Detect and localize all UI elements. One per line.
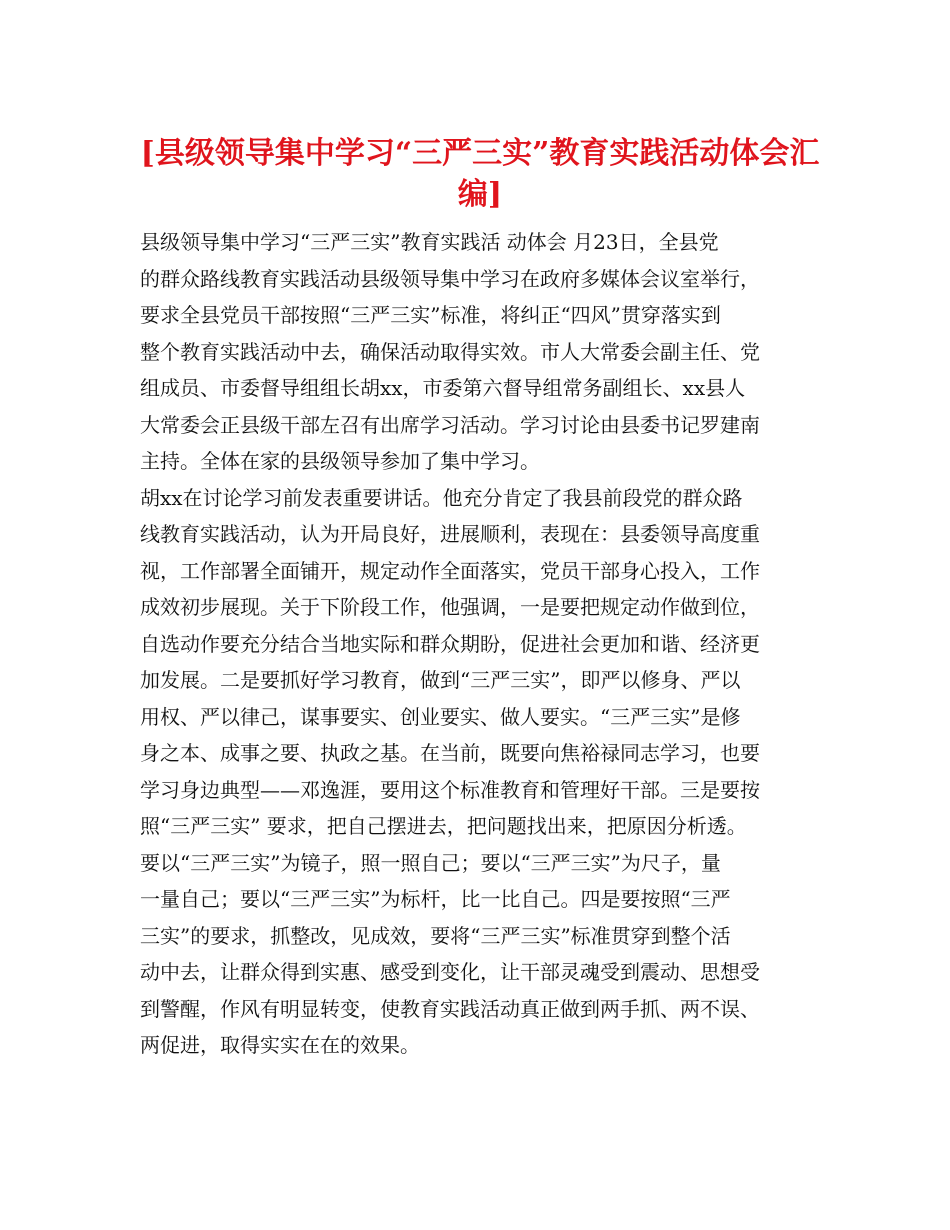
body-line: 视，工作部署全面铺开，规定动作全面落实，党员干部身心投入，工作	[140, 559, 760, 583]
body-line: 成效初步展现。关于下阶段工作，他强调，一是要把规定动作做到位，	[140, 595, 760, 619]
body-line: 的群众路线教育实践活动县级领导集中学习在政府多媒体会议室举行，	[140, 267, 760, 291]
document-title-line-2: 编]	[457, 177, 503, 212]
body-line: 三实”的要求，抓整改，见成效，要将“三严三实”标准贯穿到整个活	[140, 924, 731, 948]
body-line: 线教育实践活动，认为开局良好，进展顺利，表现在：县委领导高度重	[140, 522, 760, 546]
body-line: 组成员、市委督导组组长胡xx，市委第六督导组常务副组长、xx县人	[140, 376, 746, 400]
body-line: 胡xx在讨论学习前发表重要讲话。他充分肯定了我县前段党的群众路	[140, 486, 743, 510]
body-line: 身之本、成事之要、执政之基。在当前，既要向焦裕禄同志学习，也要	[140, 741, 760, 765]
body-line: 整个教育实践活动中去，确保活动取得实效。市人大常委会副主任、党	[140, 340, 760, 364]
body-line: 两促进，取得实实在在的效果。	[140, 1033, 420, 1057]
document-title-line-1: [县级领导集中学习“三严三实”教育实践活动体会汇	[140, 136, 820, 171]
body-line: 照“三严三实” 要求，把自己摆进去，把问题找出来，把原因分析透。	[140, 814, 747, 838]
body-line: 要以“三严三实”为镜子，照一照自己；要以“三严三实”为尺子，量	[140, 851, 721, 875]
body-line: 主持。全体在家的县级领导参加了集中学习。	[140, 449, 540, 473]
body-line: 加发展。二是要抓好学习教育，做到“三严三实”，即严以修身、严以	[140, 668, 741, 692]
body-line: 一量自己；要以“三严三实”为标杆，比一比自己。四是要按照“三严	[140, 887, 731, 911]
body-line: 大常委会正县级干部左召有出席学习活动。学习讨论由县委书记罗建南	[140, 413, 760, 437]
body-line: 动中去，让群众得到实惠、感受到变化，让干部灵魂受到震动、思想受	[140, 960, 760, 984]
body-line: 县级领导集中学习“三严三实”教育实践活 动体会 月23日，全县党	[140, 230, 719, 254]
body-line: 自选动作要充分结合当地实际和群众期盼，促进社会更加和谐、经济更	[140, 632, 760, 656]
body-line: 要求全县党员干部按照“三严三实”标准，将纠正“四风”贯穿落实到	[140, 303, 721, 327]
body-line: 到警醒，作风有明显转变，使教育实践活动真正做到两手抓、两不误、	[140, 997, 760, 1021]
body-line: 用权、严以律己，谋事要实、创业要实、做人要实。“三严三实”是修	[140, 705, 741, 729]
body-line: 学习身边典型——邓逸涯，要用这个标准教育和管理好干部。三是要按	[140, 778, 760, 802]
